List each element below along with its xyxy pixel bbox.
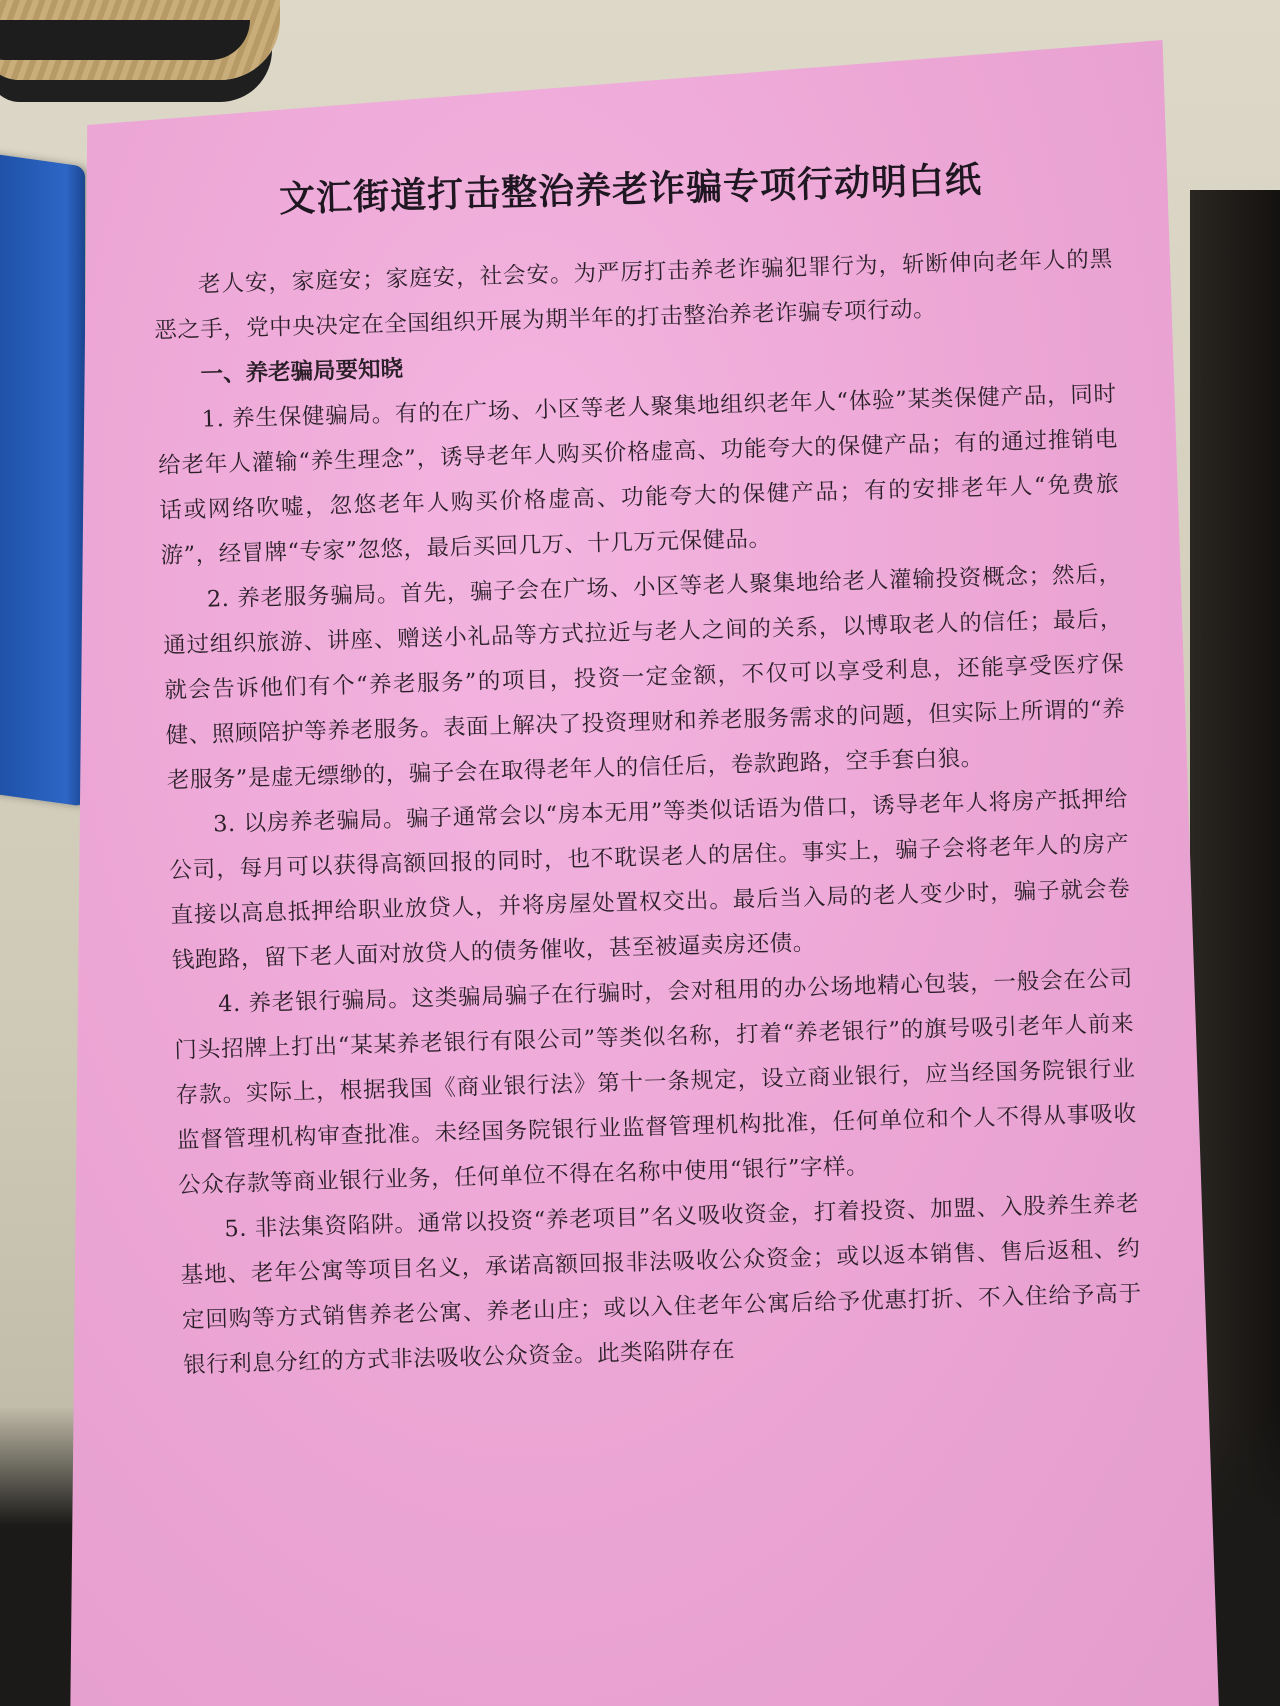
scam-item-2: 2. 养老服务骗局。首先，骗子会在广场、小区等老人聚集地给老人灌输投资概念；然后，通过组织旅游、讲座、赠送小礼品等方式拉近与老人之间的关系，以博取老人的信任；最后，就会告诉他们有个“养老服务”的项目，投资一定金额，不仅可以享受利息，还能享受医疗保健、照顾陪护等养老服务。表面上解决了投资理财和养老服务需求的问题，但实际上所谓的“养老服务”是虚无缥缈的，骗子会在取得老年人的信任后，卷款跑路，空手套白狼。: [162, 561, 1126, 794]
scam-item-4: 4. 养老银行骗局。这类骗局骗子在行骗时，会对租用的办公场地精心包装，一般会在公司门头招牌上打出“某某养老银行有限公司”等类似名称，打着“养老银行”的旗号吸引老年人前来存款。实际上，根据我国《商业银行法》第十一条规定，设立商业银行，应当经国务院银行业监督管理机构审查批准。未经国务院银行业监督管理机构批准，任何单位和个人不得从事吸收公众存款等商业银行业务，任何单位不得在名称中使用“银行”字样。: [174, 965, 1137, 1199]
scam-item-3: 3. 以房养老骗局。骗子通常会以“房本无用”等类似话语为借口，诱导老年人将房产抵押给公司，每月可以获得高额回报的同时，也不耽误老人的居住。事实上，骗子会将老年人的房产直接以高息抵押给职业放贷人，并将房屋处置权交出。最后当入局的老人变少时，骗子就会卷钱跑路，留下老人面对放贷人的债务催收，甚至被逼卖房还债。: [169, 785, 1131, 974]
scam-item-5: 5. 非法集资陷阱。通常以投资“养老项目”名义吸收资金，打着投资、加盟、入股养生养老基地、老年公寓等项目名义，承诺高额回报非法吸收公众资金；或以返本销售、售后返租、约定回购等方式销售养老公寓、养老山庄；或以入住老年公寓后给予优惠打折、不入住给予高于银行利息分红的方式非法吸收公众资金。此类陷阱存在: [180, 1190, 1142, 1379]
leaflet-text: [150, 148, 1144, 1388]
scam-item-1: 1. 养生保健骗局。有的在广场、小区等老人聚集地组织老年人“体验”某类保健产品，同时给老年人灌输“养生理念”，诱导老年人购买价格虚高、功能夸大的保健产品；有的通过推销电话或网络吹嘘，忽悠老年人购买价格虚高、功能夸大的保健产品；有的安排老年人“免费旅游”，经冒牌“专家”忽悠，最后买回几万、十几万元保健品。: [157, 381, 1120, 569]
hat-band: [0, 20, 250, 60]
document-title: 文汇街道打击整治养老诈骗专项行动明白纸: [278, 158, 983, 221]
section-heading: 一、养老骗局要知晓: [200, 356, 404, 388]
blue-folder: [0, 153, 85, 806]
intro-paragraph: 老人安，家庭安；家庭安，社会安。为严厉打击养老诈骗犯罪行为，斩断伸向老年人的黑恶之手，党中央决定在全国组织开展为期半年的打击整治养老诈骗专项行动。: [153, 246, 1114, 344]
straw-hat: [0, 0, 280, 80]
